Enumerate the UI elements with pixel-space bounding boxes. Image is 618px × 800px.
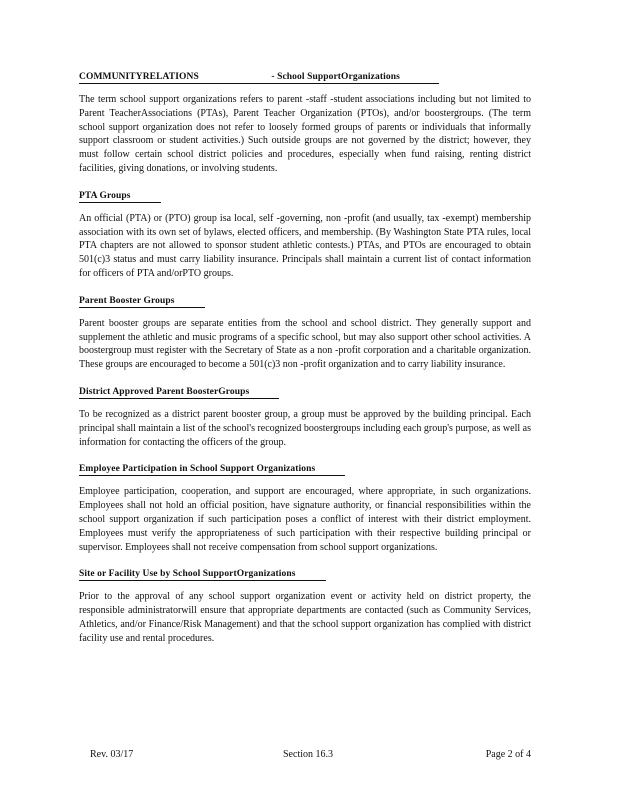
title-main: COMMUNITYRELATIONS xyxy=(79,72,199,82)
section-employee-participation xyxy=(79,458,531,554)
section-heading: District Approved Parent BoosterGroups xyxy=(79,386,279,399)
section-paragraph: To be recognized as a district parent booster group, a group must be approved by the building principal. Each principal shall maintain a list of the school's recognized boostergroups including each group's purpose, as well as information for contacting the officers of the group. xyxy=(79,408,531,448)
section-paragraph: Prior to the approval of any school support organization event or activity held on district property, the responsible administratorwill ensure that appropriate departments are contacted (such as Community Services, Athletics, and/or Finance/Risk Management) and that the school support organization has complied with district facility use and rental procedures. xyxy=(79,591,531,644)
section-heading: Employee Participation in School Support Organizations xyxy=(79,463,345,476)
title-sub: - School SupportOrganizations xyxy=(271,72,400,82)
section-number: Section 16.3 xyxy=(283,749,333,760)
revision-date: Rev. 03/17 xyxy=(90,749,134,760)
title-section xyxy=(79,66,531,176)
section-heading: Site or Facility Use by School SupportOrganizations xyxy=(79,568,326,581)
section-paragraph: Parent booster groups are separate entities from the school and school district. They generally support and supplement the athletic and music programs of a specific school, but may also support other school activities. A boostergroup must register with the Secretary of State as a non -profit corporation and a charitable organization. These groups are encouraged to become a 501(c)3 non -profit organization and to carry liability insurance. xyxy=(79,317,531,371)
section-site-facility-use xyxy=(79,563,531,645)
section-pta-groups xyxy=(79,185,531,281)
section-parent-booster-groups xyxy=(79,290,531,372)
section-heading: Parent Booster Groups xyxy=(79,295,205,308)
page-number: Page 2 of 4 xyxy=(485,749,531,760)
section-paragraph: An official (PTA) or (PTO) group isa local, self -governing, non -profit (and usually, tax -exempt) membership association with its own set of bylaws, elected officers, and membership. (By Washington State PTA rules, local PTA chapters are not allowed to sponsor student athletic contests.) PTAs, and PTOs are encouraged to obtain 501(c)3 status and must carry liability insurance. Principals shall maintain a current list of contact information for officers of PTA and/orPTO groups. xyxy=(79,212,531,279)
document-body xyxy=(79,66,531,655)
section-heading: PTA Groups xyxy=(79,190,161,203)
intro-paragraph: The term school support organizations refers to parent -staff -student associations including but not limited to Parent TeacherAssociations (PTAs), Parent Teacher Organization (PTOs), and/or boostergroups. (The term school support organization does not refer to loosely formed groups of parents or individuals that informally support classroom or student activities.) Such outside groups are not governed by the district; however, they must follow certain school district policies and procedures, especially when fund raising, renting district facilities, giving donations, or involving students. xyxy=(79,94,531,174)
section-district-approved-booster-groups xyxy=(79,381,531,449)
page-title xyxy=(79,71,439,84)
section-paragraph: Employee participation, cooperation, and support are encouraged, where appropriate, in such organizations. Employees shall not hold an official position, have signature authority, or financial responsibilities within the school support organization if such participation poses a conflict of interest with their district employment. Employees must verify the appropriateness of such participation with their respective building principal or supervisor. Employees shall not receive compensation from school support organizations. xyxy=(79,486,531,553)
